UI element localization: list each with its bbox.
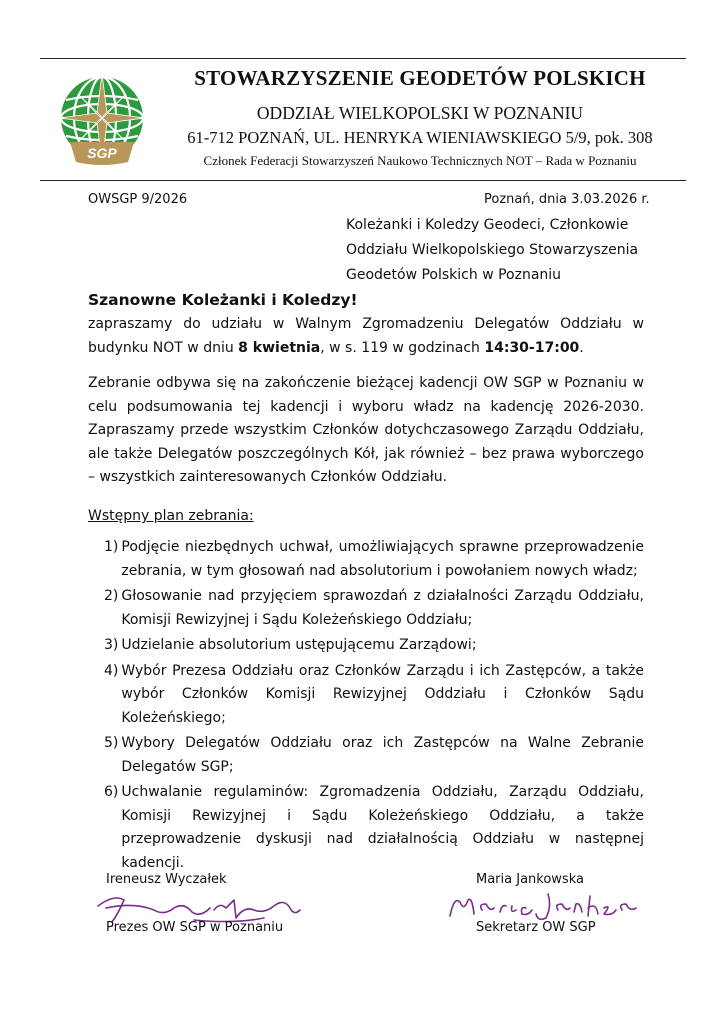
list-item-text: Podjęcie niezbędnych uchwał, umożliwiających sprawne przeprowadzenie zebrania, w tym głosowań nad absolutorium i powołaniem nowych władz; [121,539,644,579]
header-bottom-rule [40,180,686,181]
meeting-time: 14:30-17:00 [484,339,580,356]
list-item-text: Wybór Prezesa Oddziału oraz Członków Zarządu i ich Zastępców, a także wybór Członków Komisji Rewizyjnej Oddziału i Członków Sądu Koleżeńskiego; [121,662,644,726]
list-item-text: Głosowanie nad przyjęciem sprawozdań z działalności Zarządu Oddziału, Komisji Rewizyjnej i Sądu Koleżeńskiego Oddziału; [121,588,644,628]
logo-text: SGP [87,145,117,161]
addressee-line: Oddziału Wielkopolskiego Stowarzyszenia [346,242,639,258]
organization-name: STOWARZYSZENIE GEODETÓW POLSKICH [194,66,646,90]
body-paragraph: Zebranie odbywa się na zakończenie bieżącej kadencji OW SGP w Poznaniu w celu podsumowania tej kadencji i wyboru władz na kadencję 2026-2030. Zapraszamy przede wszystkim Członków dotychczasowego Zarządu Oddziału, ale także Delegatów poszczególnych Kół, jak również – bez prawa wyborczego – wszystkich zainteresowanych Członków Oddziału. [88,375,644,485]
intro-text: . [579,339,584,356]
list-item [104,634,644,658]
intro-text: zapraszamy do udziału w Walnym Zgromadzeniu Delegatów Oddziału w budynku NOT w dniu [88,316,644,356]
list-item-number: 6) [104,784,119,800]
addressee-line: Koleżanki i Koledzy Geodeci, Członkowie [346,217,629,233]
list-item-number: 2) [104,588,119,604]
sgp-logo [56,72,148,168]
list-item [104,781,644,875]
plan-title: Wstępny plan zebrania: [88,508,254,524]
letter-date: Poznań, dnia 3.03.2026 r. [484,192,650,207]
addressee-block [346,213,638,288]
list-item-number: 1) [104,539,119,555]
list-item [104,660,644,731]
addressee-line: Geodetów Polskich w Poznaniu [346,267,562,283]
signatory-role-left: Prezes OW SGP w Poznaniu [106,920,284,935]
list-item [104,585,644,632]
list-item-number: 3) [104,637,119,653]
list-item-text: Udzielanie absolutorium ustępującemu Zarządowi; [121,637,477,653]
letter-reference: OWSGP 9/2026 [88,192,188,207]
organization-address: 61-712 POZNAŃ, UL. HENRYKA WIENIAWSKIEGO 5/9, pok. 308 [187,128,653,147]
list-item [104,536,644,583]
intro-text: , w s. 119 w godzinach [320,339,485,356]
branch-name: ODDZIAŁ WIELKOPOLSKI W POZNANIU [256,103,584,123]
header-top-rule [40,58,686,59]
membership-note: Członek Federacji Stowarzyszeń Naukowo Technicznych NOT – Rada w Poznaniu [203,153,637,168]
list-item [104,732,644,779]
list-item-number: 4) [104,662,119,679]
list-item-number: 5) [104,735,119,751]
meeting-plan-list [104,536,644,877]
signatory-name-right: Maria Jankowska [476,872,584,887]
signatory-name-left: Ireneusz Wyczałek [106,872,227,887]
meeting-date: 8 kwietnia [238,339,321,356]
intro-paragraph [88,313,644,360]
signatory-role-right: Sekretarz OW SGP [476,920,596,935]
greeting: Szanowne Koleżanki i Koledzy! [88,291,358,309]
list-item-text: Uchwalanie regulaminów: Zgromadzenia Oddziału, Zarządu Oddziału, Komisji Rewizyjnej i Sądu Koleżeńskiego Oddziału, a także przeprowadzenie dyskusji nad działalnością Oddziału w następnej kadencji. [121,784,644,871]
list-item-text: Wybory Delegatów Oddziału oraz ich Zastępców na Walne Zebranie Delegatów SGP; [121,735,644,775]
